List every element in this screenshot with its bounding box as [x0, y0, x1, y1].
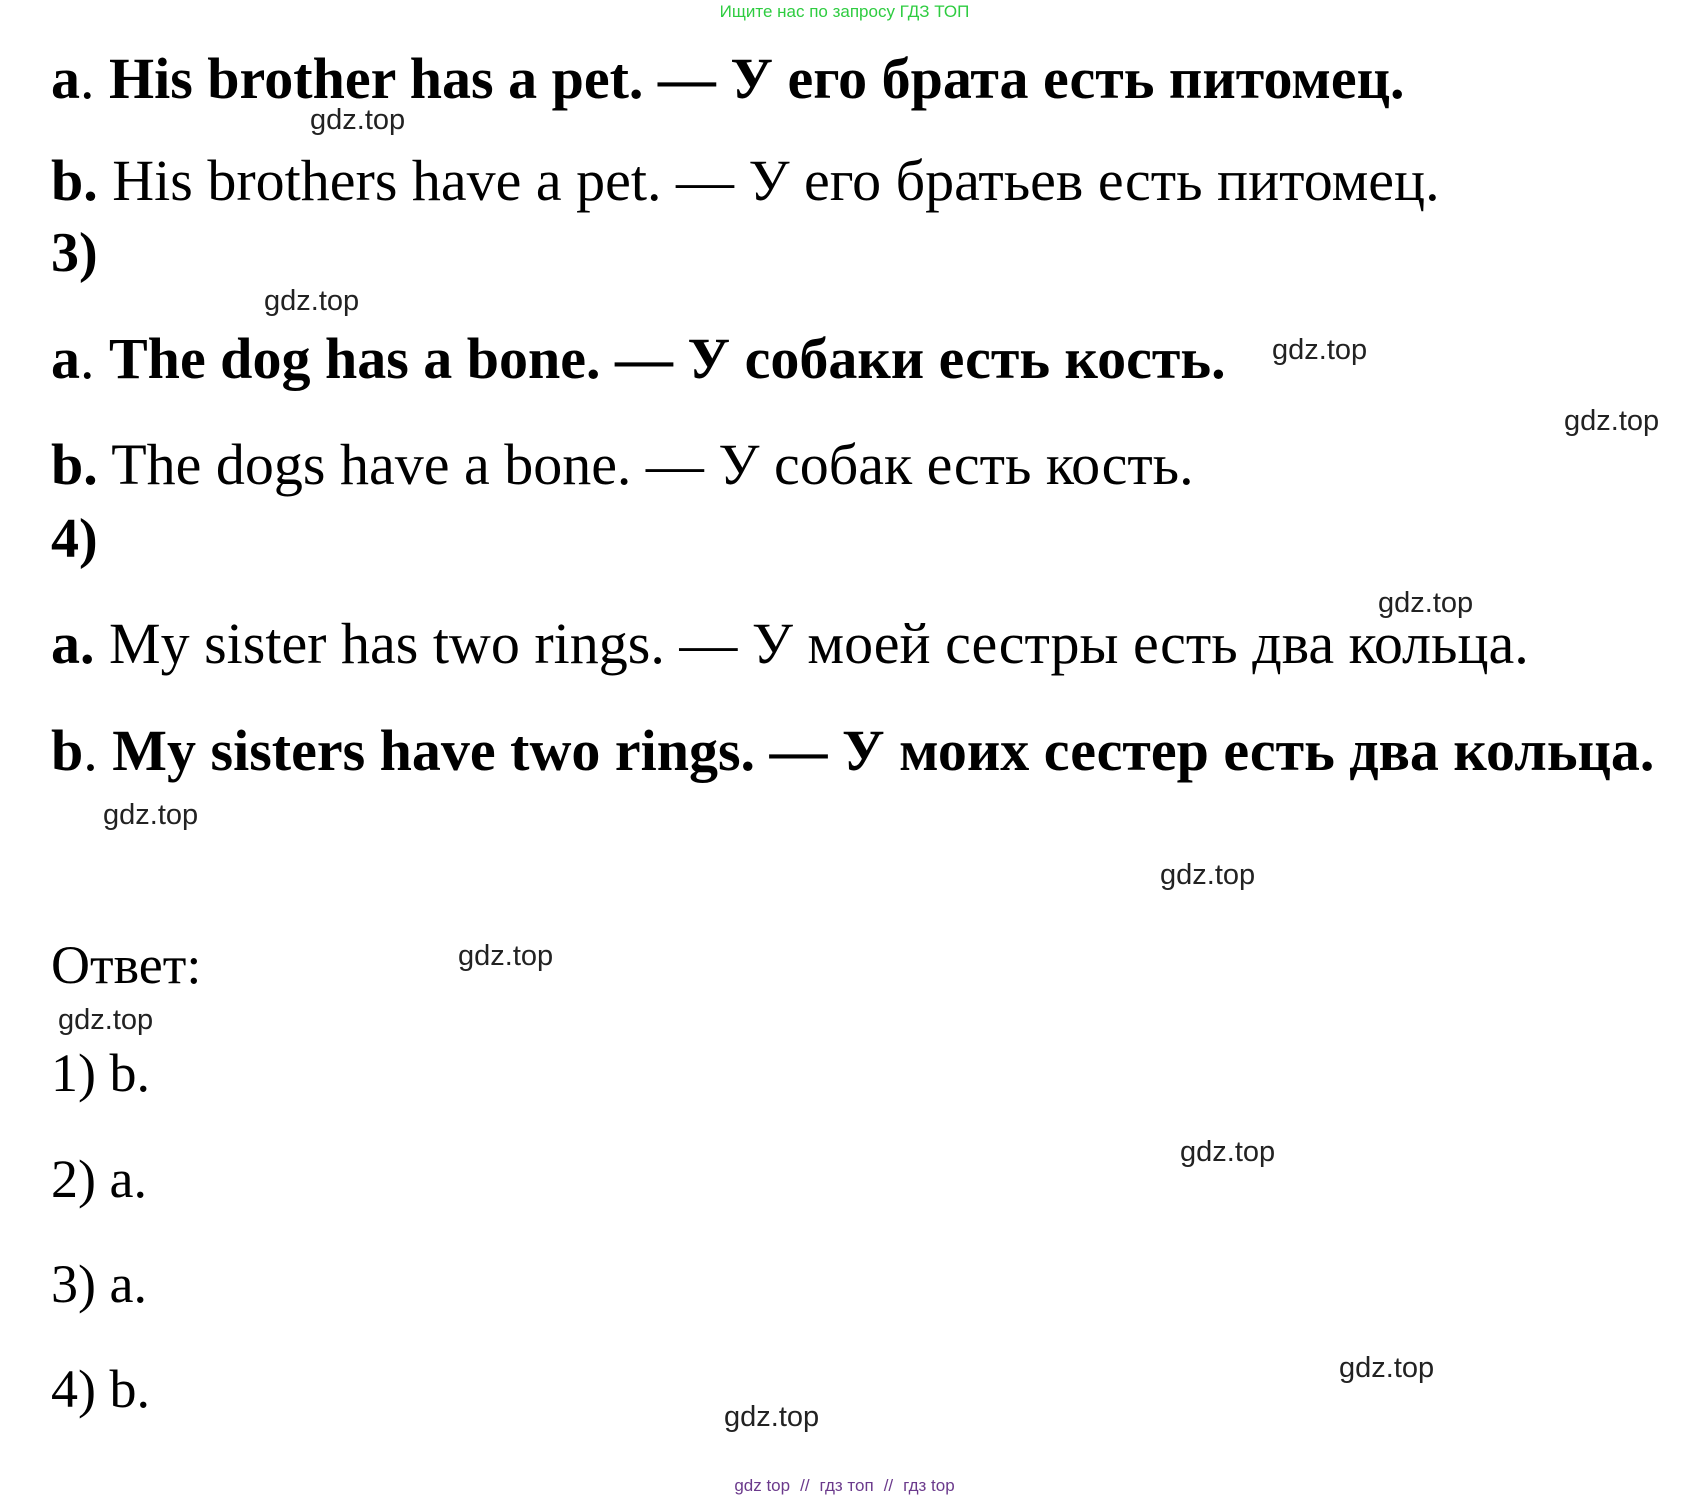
footer-separator: //	[883, 1476, 894, 1495]
answer-item: 4) b.	[51, 1359, 150, 1419]
section-heading-3: 3)	[51, 222, 98, 284]
sentence-text: My sister has two rings. — У моей сестры есть два кольца.	[94, 611, 1529, 676]
watermark: gdz.top	[1180, 1136, 1276, 1168]
footer-link[interactable]: гдз топ	[819, 1476, 874, 1495]
option-punct: .	[83, 718, 113, 783]
sentence-text: The dogs have a bone. — У собак есть кость.	[97, 432, 1194, 497]
sentence-text: His brothers have a pet. — У его братьев есть питомец.	[97, 148, 1440, 213]
option-letter: a.	[51, 611, 95, 676]
sentence-text: His brother has a pet. — У его брата есть питомец.	[109, 46, 1405, 111]
section-heading-4: 4)	[51, 508, 98, 570]
option-letter: a	[51, 46, 80, 111]
watermark: gdz.top	[264, 285, 360, 317]
option-letter: b	[51, 718, 84, 783]
option-letter: b.	[51, 432, 98, 497]
footer-links	[0, 1477, 1689, 1494]
footer-link[interactable]: гдз top	[903, 1476, 955, 1495]
watermark: gdz.top	[724, 1401, 820, 1433]
option-letter: b.	[51, 148, 98, 213]
sentence-text: My sisters have two rings. — У моих сестер есть два кольца.	[112, 718, 1655, 783]
sentence-2a	[51, 46, 1405, 111]
watermark: gdz.top	[103, 799, 199, 831]
watermark: gdz.top	[1564, 405, 1660, 437]
watermark: gdz.top	[1272, 334, 1368, 366]
answer-title: Ответ:	[51, 935, 202, 995]
watermark: gdz.top	[458, 940, 554, 972]
sentence-4a	[51, 611, 1529, 676]
sentence-3b	[51, 432, 1194, 497]
sentence-text: The dog has a bone. — У собаки есть кость.	[109, 326, 1226, 391]
watermark: gdz.top	[1339, 1352, 1435, 1384]
footer-link[interactable]: gdz top	[734, 1476, 791, 1495]
answer-item: 3) a.	[51, 1254, 147, 1314]
answer-item: 2) a.	[51, 1149, 147, 1209]
option-letter: a	[51, 326, 80, 391]
footer-separator: //	[800, 1476, 810, 1495]
watermark: gdz.top	[1378, 587, 1474, 619]
top-banner: Ищите нас по запросу ГДЗ ТОП	[719, 2, 970, 21]
sentence-2b	[51, 148, 1440, 213]
answer-item: 1) b.	[51, 1043, 150, 1103]
watermark: gdz.top	[58, 1004, 154, 1036]
watermark: gdz.top	[1160, 859, 1256, 891]
sentence-3a	[51, 326, 1226, 391]
option-punct: .	[80, 46, 109, 111]
option-punct: .	[80, 326, 109, 391]
watermark: gdz.top	[310, 104, 406, 136]
sentence-4b	[51, 718, 1655, 783]
